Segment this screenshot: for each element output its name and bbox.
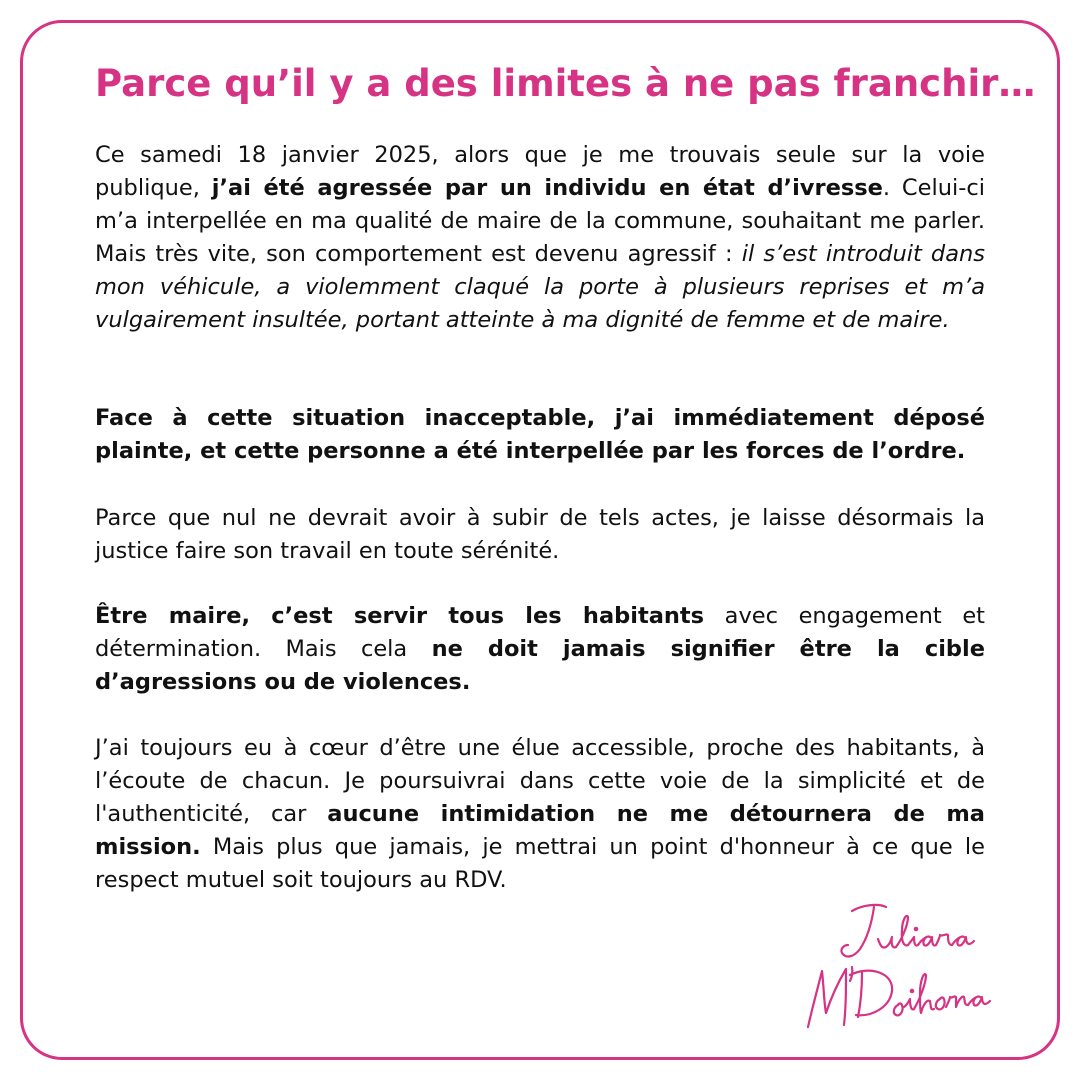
handwritten-signature — [790, 895, 1000, 1035]
paragraph-text: avec engagement et détermination. Mais cela — [95, 603, 985, 662]
paragraph-complaint — [95, 402, 985, 468]
paragraph-bold-text: Être maire, c’est servir tous les habitants — [95, 603, 705, 629]
paragraph-bold-text: ne doit jamais signifier être la cible d’agressions ou de violences. — [95, 636, 985, 695]
paragraph-text: . Celui-ci m’a interpellée en ma qualité de maire de la commune, souhaitant me parler. Mais très vite, son comportement est devenu agressif : — [95, 175, 985, 267]
paragraph-incident — [95, 139, 985, 337]
paragraph-italic-text: il s’est introduit dans mon véhicule, a violemment claqué la porte à plusieurs reprises et m’a vulgairement insultée, portant atteinte à ma dignité de femme et de maire. — [95, 241, 985, 333]
page-title: Parce qu’il y a des limites à ne pas franchir… — [95, 62, 1036, 105]
paragraph-text: Ce samedi 18 janvier 2025, alors que je me trouvais seule sur la voie publique, — [95, 142, 985, 201]
paragraph-bold-text: Face à cette situation inacceptable, j’ai immédiatement déposé plainte, et cette personne a été interpellée par les forces de l’ordre. — [95, 405, 985, 464]
paragraph-mayor-role — [95, 600, 985, 699]
paragraph-text: Mais plus que jamais, je mettrai un point d'honneur à ce que le respect mutuel soit toujours au RDV. — [95, 834, 985, 893]
paragraph-justice — [95, 502, 985, 568]
paragraph-commitment — [95, 732, 985, 897]
paragraph-bold-text: j’ai été agressée par un individu en état d’ivresse — [211, 175, 883, 201]
paragraph-bold-text: aucune intimidation ne me détournera de ma mission. — [95, 801, 985, 860]
paragraph-text: J’ai toujours eu à cœur d’être une élue accessible, proche des habitants, à l’écoute de chacun. Je poursuivrai dans cette voie de la simplicité et de l'authenticité, car — [95, 735, 985, 827]
paragraph-text: Parce que nul ne devrait avoir à subir de tels actes, je laisse désormais la justice faire son travail en toute sérénité. — [95, 505, 985, 564]
